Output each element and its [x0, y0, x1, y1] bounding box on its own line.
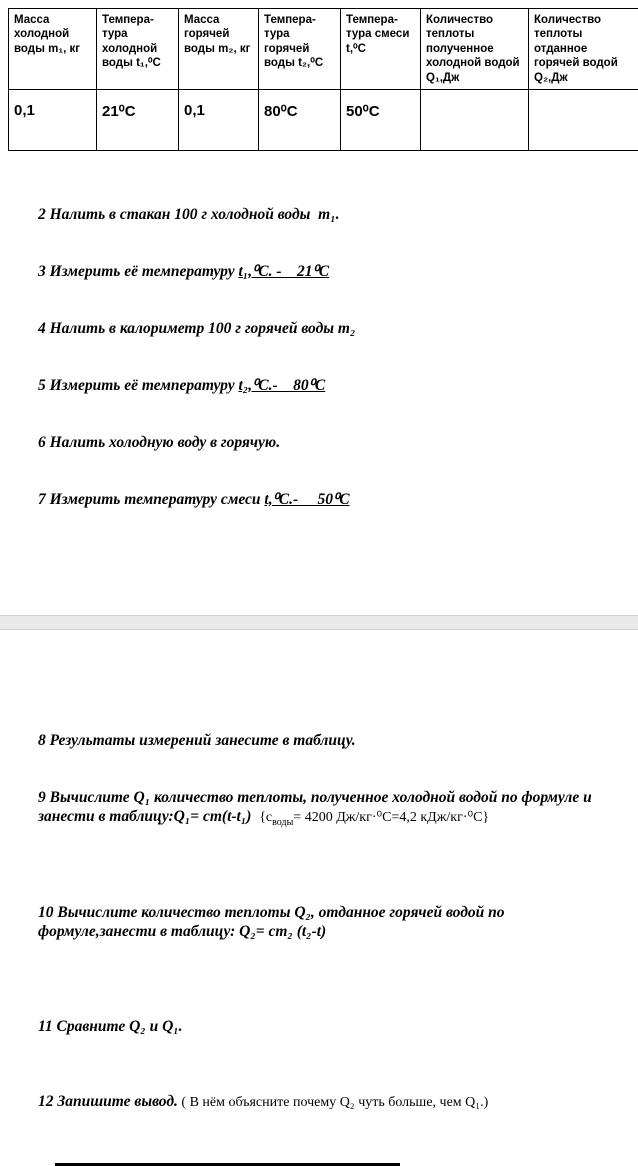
step-12-text: 12 Запишите вывод. [38, 1093, 178, 1110]
header-mass-cold-water: Масса холодной воды m₁, кг [9, 9, 97, 90]
step-3-measured-value: t₁,⁰С. - 21⁰С [238, 263, 329, 280]
cell-temp-hot-water: 80⁰С [259, 89, 341, 150]
measurements-table [8, 8, 638, 151]
page-break-gap [0, 615, 638, 630]
step-3-text: 3 Измерить её температуру [38, 263, 238, 280]
step-4-text: 4 Налить в калориметр 100 г горячей воды m₂ [38, 320, 355, 337]
step-4 [38, 319, 638, 338]
header-heat-received-q1: Количество теплоты полученное холодной водой Q₁,Дж [421, 9, 529, 90]
step-11-text: 11 Сравните Q₂ и Q₁. [38, 1018, 183, 1035]
step-5 [38, 376, 638, 395]
step-7-measured-value: t,⁰С.- 50⁰С [264, 491, 349, 508]
step-9-note-open: {с [259, 810, 272, 825]
cell-temp-mixture: 50⁰С [341, 89, 421, 150]
header-heat-given-q2: Количество теплоты отданное горячей водой Q₂,Дж [529, 9, 638, 90]
step-8-text: 8 Результаты измерений занесите в таблицу. [38, 732, 356, 749]
header-temp-hot-water: Темпера-тура горячей воды t₂,⁰С [259, 9, 341, 90]
header-temp-cold-water: Темпера-тура холодной воды t₁,⁰С [97, 9, 179, 90]
step-6-text: 6 Налить холодную воду в горячую. [38, 434, 280, 451]
step-7-text: 7 Измерить температуру смеси [38, 491, 264, 508]
step-9-note-subscript: воды [272, 817, 293, 828]
step-5-text: 5 Измерить её температуру [38, 377, 238, 394]
step-12 [38, 1092, 603, 1112]
document-page-1 [0, 8, 638, 547]
cell-mass-hot-water: 0,1 [179, 89, 259, 150]
step-6 [38, 433, 638, 452]
step-2-text: 2 Налить в стакан 100 г холодной воды m₁. [38, 206, 340, 223]
step-2 [38, 205, 638, 224]
step-8 [38, 731, 603, 750]
document-page-2 [0, 693, 638, 1166]
instructions-block-1 [38, 167, 638, 547]
step-5-measured-value: t₂,⁰С.- 80⁰С [238, 377, 325, 394]
header-temp-mixture: Темпера-тура смеси t,⁰С [341, 9, 421, 90]
cell-temp-cold-water: 21⁰С [97, 89, 179, 150]
cell-heat-received-q1 [421, 89, 529, 150]
instructions-block-2 [38, 693, 603, 1150]
step-10 [38, 903, 603, 941]
step-9 [38, 788, 603, 827]
step-3 [38, 262, 638, 281]
table-header-row [9, 9, 638, 90]
table-data-row [9, 89, 638, 150]
step-12-note: ( В нём объясните почему Q₂ чуть больше, чем Q₁.) [178, 1095, 488, 1110]
step-10-text: 10 Вычислите количество теплоты Q₂, отданное горячей водой по формуле,занести в таблицу: Q₂= cm₂ (t₂-t) [38, 904, 508, 940]
partial-table-border [55, 1163, 400, 1166]
cell-heat-given-q2 [529, 89, 638, 150]
cell-mass-cold-water: 0,1 [9, 89, 97, 150]
header-mass-hot-water: Масса горячей воды m₂, кг [179, 9, 259, 90]
step-9-note-rest: = 4200 Дж/кг·⁰С=4,2 кДж/кг·⁰С} [293, 810, 489, 825]
step-7 [38, 490, 638, 509]
step-9-text: 9 Вычислите Q₁ количество теплоты, полученное холодной водой по формуле и занести в таблицу:Q₁= cm(t-t₁) [38, 789, 599, 825]
step-11 [38, 1017, 603, 1036]
